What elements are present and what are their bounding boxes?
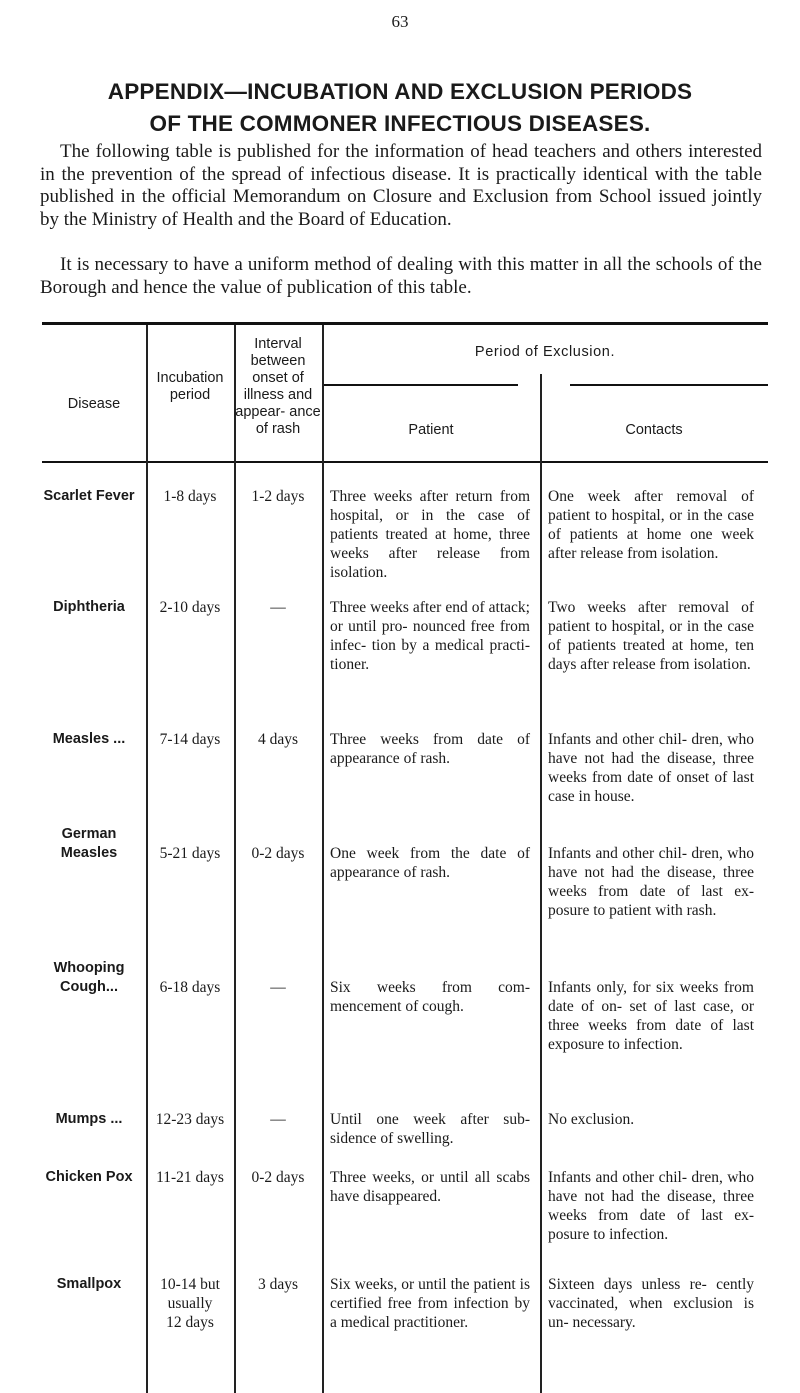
rash-interval: 3 days <box>257 1276 299 1293</box>
rash-interval: 4 days <box>257 731 299 748</box>
incubation-period: 7-14 days <box>159 731 221 748</box>
disease-name: German Measles <box>60 826 118 861</box>
rash-interval: — <box>270 979 286 996</box>
column-rule <box>540 374 542 385</box>
disease-name: Measles ... <box>52 731 126 747</box>
incubation-period: 1-8 days <box>163 488 217 505</box>
patient-exclusion: Three weeks after end of attack; or until pro- nounced free from infec- tion by a medical practi- tioner. <box>330 599 530 673</box>
contacts-exclusion: Infants and other chil- dren, who have not had the disease, three weeks from date of onset of last case in house. <box>548 731 754 805</box>
rash-interval: 0-2 days <box>251 1169 305 1186</box>
contacts-exclusion: Infants and other chil- dren, who have not had the disease, three weeks from date of last ex- posure to patient with rash. <box>548 845 754 919</box>
contacts-exclusion: Two weeks after removal of patient to hospital, or in the case of patients treated at home, ten days after release from isolation. <box>548 599 754 673</box>
patient-exclusion: Three weeks from date of appearance of rash. <box>330 731 530 767</box>
header-disease: Disease <box>67 396 121 412</box>
incubation-period: 12-23 days <box>155 1111 225 1128</box>
intro-paragraph: The following table is published for the information of head teachers and others interested in the prevention of the spread of infectious disease. It is practically identical with the table published in the official Memorandum on Closure and Exclusion from School issued jointly by the Ministry of Health and the Board of Education. <box>40 141 762 230</box>
patient-exclusion: Three weeks after return from hospital, or in the case of patients treated at home, three weeks after release from isolation. <box>330 488 530 581</box>
patient-exclusion: Until one week after sub- sidence of swelling. <box>330 1111 530 1147</box>
patient-exclusion: One week from the date of appearance of rash. <box>330 845 530 881</box>
rash-interval: — <box>270 599 286 616</box>
disease-name: Mumps ... <box>55 1111 123 1127</box>
header-period-of-exclusion: Period of Exclusion. <box>474 344 616 360</box>
incubation-period: 10-14 but usually 12 days <box>160 1276 220 1331</box>
rash-interval: 1-2 days <box>251 488 305 505</box>
patient-exclusion: Three weeks, or until all scabs have disappeared. <box>330 1169 530 1205</box>
patient-exclusion: Six weeks from com- mencement of cough. <box>330 979 530 1015</box>
disease-name: Diphtheria <box>53 599 125 615</box>
disease-name: Chicken Pox <box>45 1169 133 1185</box>
rash-interval: — <box>270 1111 286 1128</box>
page-number: 63 <box>391 12 409 31</box>
contacts-exclusion: One week after removal of patient to hospital, or in the case of patients at home one week after release from isolation. <box>548 488 754 562</box>
title-line-1: APPENDIX—INCUBATION AND EXCLUSION PERIODS <box>107 79 693 104</box>
header-interval: Interval between onset of illness and appear- ance of rash <box>235 336 321 437</box>
contacts-exclusion: Infants only, for six weeks from date of on- set of last case, or three weeks from date of last exposure to infection. <box>548 979 754 1053</box>
contacts-exclusion: Infants and other chil- dren, who have not had the disease, three weeks from date of last ex- posure to infection. <box>548 1169 754 1243</box>
purpose-paragraph: It is necessary to have a uniform method of dealing with this matter in all the schools of the Borough and hence the value of publication of this table. <box>40 254 762 298</box>
title-line-2: OF THE COMMONER INFECTIOUS DISEASES. <box>149 111 651 136</box>
disease-name: Smallpox <box>56 1276 122 1292</box>
header-sub-rule-patient <box>322 384 518 386</box>
contacts-exclusion: Sixteen days unless re- cently vaccinated, when exclusion is un- necessary. <box>548 1276 754 1331</box>
rash-interval: 0-2 days <box>251 845 305 862</box>
column-rule <box>540 385 542 1393</box>
incubation-period: 5-21 days <box>159 845 221 862</box>
header-bottom-rule <box>42 461 768 463</box>
disease-name: Whooping Cough... <box>53 960 125 995</box>
column-rule <box>322 325 324 1393</box>
header-contacts: Contacts <box>625 422 683 438</box>
incubation-period: 6-18 days <box>159 979 221 996</box>
patient-exclusion: Six weeks, or until the patient is certified free from infection by a medical practitioner. <box>330 1276 530 1331</box>
page-title <box>0 76 800 140</box>
header-incubation: Incubation period <box>156 370 224 403</box>
table-top-rule <box>42 322 768 325</box>
disease-name: Scarlet Fever <box>43 488 135 504</box>
contacts-exclusion: No exclusion. <box>548 1111 635 1128</box>
incubation-period: 11-21 days <box>156 1169 224 1186</box>
incubation-period: 2-10 days <box>159 599 221 616</box>
header-patient: Patient <box>408 422 454 438</box>
header-sub-rule-contacts <box>570 384 768 386</box>
